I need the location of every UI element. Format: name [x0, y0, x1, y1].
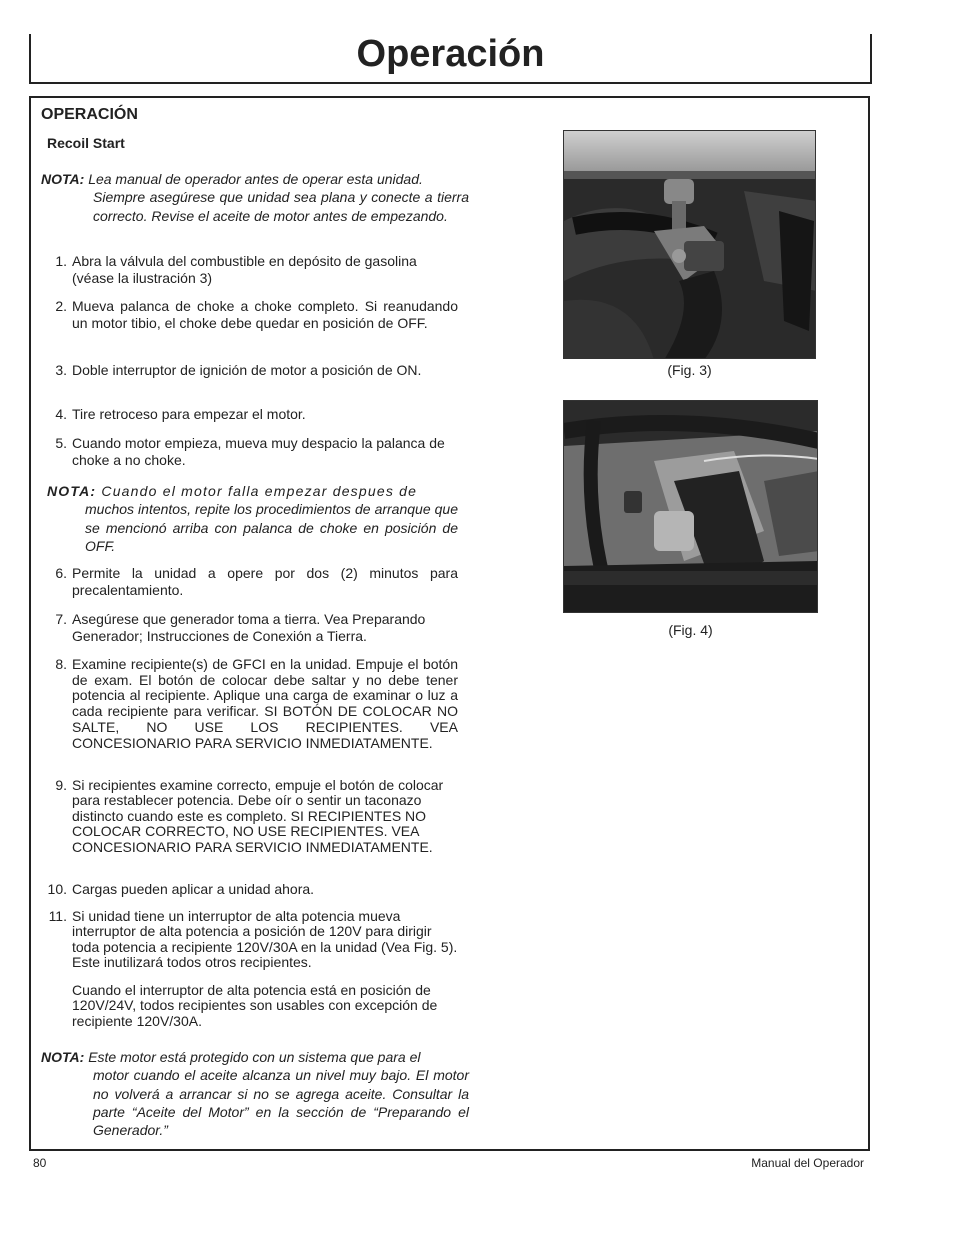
manual-title: Manual del Operador	[751, 1156, 864, 1170]
list-item-number: 1.	[55, 253, 67, 269]
list-item	[45, 778, 458, 855]
list-item-number: 6.	[55, 565, 67, 581]
list-item-text: Cargas pueden aplicar a unidad ahora.	[72, 881, 315, 897]
list-item-number: 2.	[55, 298, 67, 314]
list-item-text: Si recipientes examine correcto, empuje el botón de colocar para restablecer potencia. Debe oír o sentir un taconazo distincto cuando este es completo. SI RECIPIENTES NO COLOCAR CORRECTO, NO USE RECIPIENTES. VEA CONCESIONARIO PARA SERVICIO INMEDIATAMENTE.	[72, 777, 444, 855]
list-item-text: Permite la unidad a opere por dos (2) minutos para precalentamiento.	[72, 565, 458, 598]
figure-3-caption: (Fig. 3)	[667, 362, 712, 378]
figure-3-photo	[563, 130, 816, 359]
list-item-number: 4.	[55, 406, 67, 422]
list-item	[45, 881, 458, 898]
note-text-first: Este motor está protegido con un sistema que para el	[88, 1049, 421, 1065]
list-item-number: 10.	[47, 881, 67, 897]
list-item-number: 7.	[55, 611, 67, 627]
note-motor-fails	[47, 482, 458, 555]
note-text-first: Lea manual de operador antes de operar esta unidad.	[88, 171, 423, 187]
list-item-text: Abra la válvula del combustible en depósito de gasolina (véase la ilustración 3)	[72, 253, 417, 286]
note-text-first: Cuando el motor falla empezar despues de	[101, 483, 418, 499]
list-item-text: Cuando motor empieza, mueva muy despacio la palanca de choke a no choke.	[72, 435, 445, 468]
list-item-number: 8.	[55, 656, 67, 672]
list-item	[45, 565, 458, 599]
list-item-number: 3.	[55, 362, 67, 378]
list-item	[45, 435, 458, 469]
list-item	[45, 611, 458, 645]
paragraph-switch-position: Cuando el interruptor de alta potencia está en posición de 120V/24V, todos recipientes son usables con excepción de recipiente 120V/30A.	[72, 982, 438, 1029]
list-item-number: 5.	[55, 435, 67, 451]
page-title: Operación	[356, 33, 545, 75]
list-item	[45, 362, 458, 379]
content-frame	[29, 96, 870, 1151]
list-item-text: Examine recipiente(s) de GFCI en la unidad. Empuje el botón de exam. El botón de colocar debe saltar y no debe tener potencia al recipiente. Aplique una carga de examinar o luz a cada recipiente para verificar. SI BOTÓN DE COLOCAR NO SALTE, NO USE LOS RECIPIENTES. VEA CONCESIONARIO PARA SERVICIO INMEDIATAMENTE.	[72, 656, 458, 751]
list-item	[45, 657, 458, 751]
note-text-rest: Siempre asegúrese que unidad sea plana y conecte a tierra correcto. Revise el aceite de motor antes de empezando.	[93, 189, 469, 224]
list-item-text: Si unidad tiene un interruptor de alta potencia mueva interruptor de alta potencia a posición de 120V para dirigir toda potencia a recipiente 120V/30A en la unidad (Vea Fig. 5). Este inutilizará todos otros recipientes.	[72, 908, 458, 971]
section-heading: OPERACIÓN	[41, 106, 138, 123]
note-text-rest: motor cuando el aceite alcanza un nivel muy bajo. El motor no volverá a arrancar si no se agrega aceite. Consultar la parte “Aceite del Motor” en la sección de “Preparando el Generador.”	[93, 1067, 469, 1139]
note-label: NOTA:	[41, 1049, 85, 1065]
note-label: NOTA:	[41, 171, 85, 187]
list-item	[45, 909, 458, 971]
list-item-text: Doble interruptor de ignición de motor a posición de ON.	[72, 362, 422, 378]
list-item-text: Asegúrese que generador toma a tierra. Vea Preparando Generador; Instrucciones de Conexión a Tierra.	[72, 611, 426, 644]
figure-4-caption: (Fig. 4)	[668, 622, 713, 638]
figure-4-photo	[563, 400, 818, 613]
list-item-text: Tire retroceso para empezar el motor.	[72, 406, 306, 422]
note-low-oil	[41, 1048, 469, 1139]
note-label: NOTA:	[47, 483, 97, 499]
list-item	[45, 406, 458, 423]
page-header	[29, 34, 872, 84]
note-read-manual	[41, 170, 469, 225]
list-item-number: 11.	[48, 908, 67, 924]
list-item-number: 9.	[55, 777, 67, 793]
list-item-text: Mueva palanca de choke a choke completo. Si reanudando un motor tibio, el choke debe quedar en posición de OFF.	[72, 298, 458, 331]
list-item	[45, 253, 458, 287]
choke-lever-image	[564, 401, 818, 613]
list-item	[45, 298, 458, 332]
fuel-valve-image	[564, 131, 816, 359]
section-subheading: Recoil Start	[47, 135, 125, 151]
page-number: 80	[33, 1156, 47, 1170]
note-text-rest: muchos intentos, repite los procedimientos de arranque que se mencionó arriba con palanca de choke en posición de OFF.	[85, 501, 458, 554]
